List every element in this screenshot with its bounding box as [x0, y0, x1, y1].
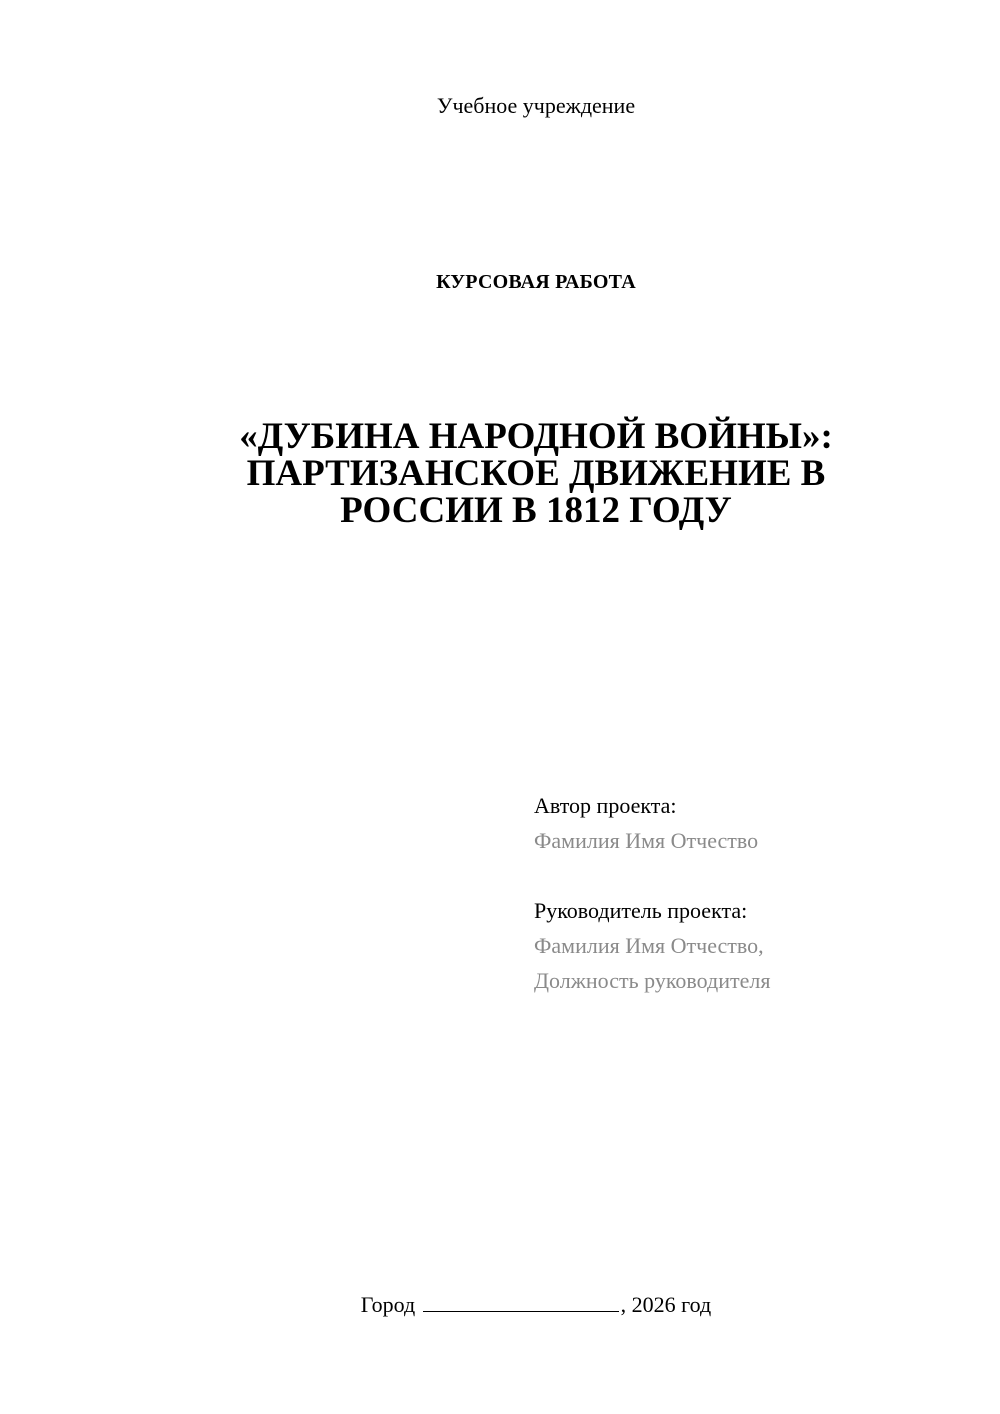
city-label: Город: [360, 1292, 416, 1317]
spacer: [534, 858, 974, 893]
supervisor-position: Должность руководителя: [534, 968, 771, 993]
institution-name: Учебное учреждение: [436, 93, 636, 118]
supervisor-name: Фамилия Имя Отчество,: [534, 933, 764, 958]
title-line: ПАРТИЗАНСКОЕ ДВИЖЕНИЕ В: [246, 453, 826, 494]
supervisor-label: Руководитель проекта:: [534, 898, 748, 923]
year-label: , 2026 год: [620, 1292, 712, 1317]
title-line: РОССИИ В 1812 ГОДУ: [340, 490, 732, 531]
authors-block: [534, 788, 974, 998]
document-title: [186, 418, 886, 529]
author-name: Фамилия Имя Отчество: [534, 828, 759, 853]
author-label: Автор проекта:: [534, 793, 677, 818]
city-blank-line: [423, 1291, 619, 1312]
city-year-line: [286, 1290, 786, 1320]
work-type: КУРСОВАЯ РАБОТА: [436, 271, 636, 293]
title-line: «ДУБИНА НАРОДНОЙ ВОЙНЫ»:: [239, 416, 833, 457]
